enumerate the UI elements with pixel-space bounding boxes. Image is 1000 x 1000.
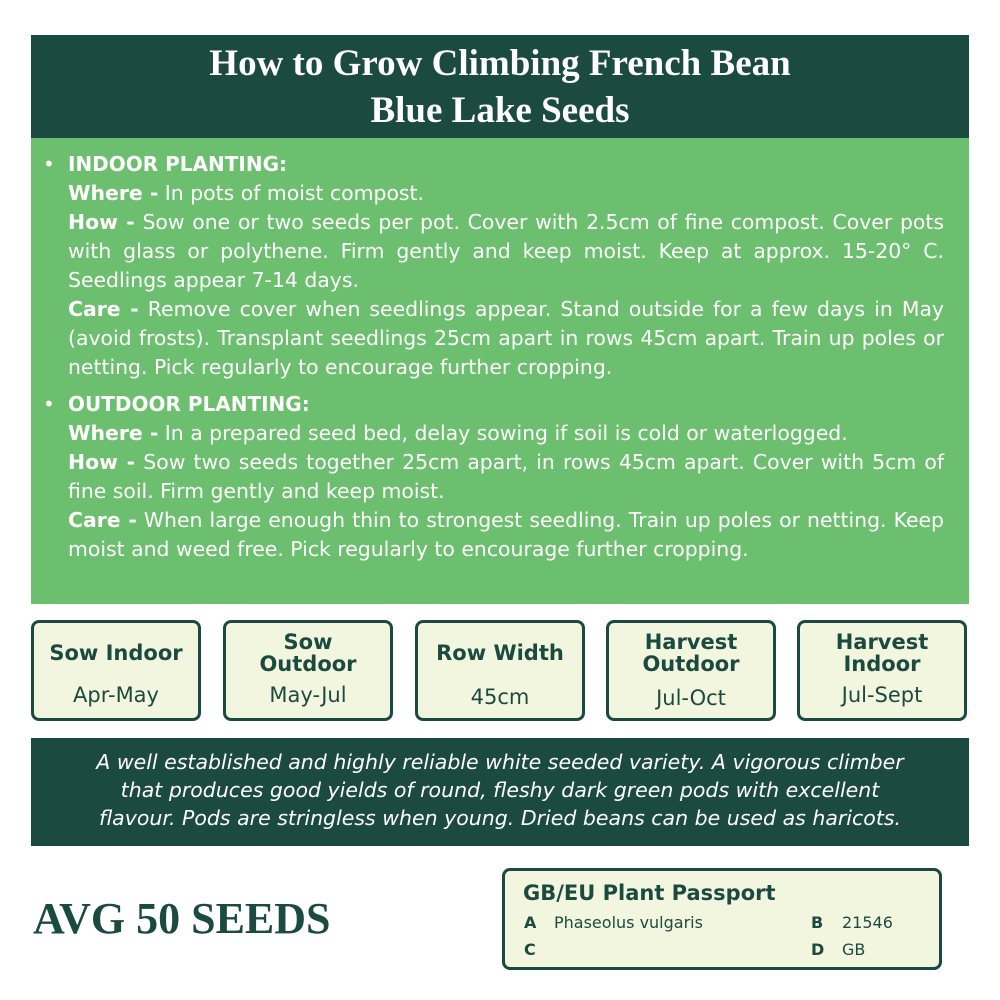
info-box-title: Harvest	[644, 630, 738, 654]
outdoor-title: OUTDOOR PLANTING:	[68, 392, 310, 416]
info-box-title: Row Width	[436, 641, 564, 665]
indoor-where-text: In pots of moist compost.	[158, 181, 425, 205]
bullet-icon: •	[43, 392, 55, 416]
outdoor-how	[68, 448, 944, 506]
outdoor-section	[43, 390, 944, 564]
description-line: that produces good yields of round, fleshy dark green pods with excellent	[120, 778, 880, 802]
outdoor-where-text: In a prepared seed bed, delay sowing if soil is cold or waterlogged.	[158, 421, 848, 445]
info-box-title: Sow	[283, 630, 333, 654]
info-boxes	[31, 620, 969, 723]
info-box-sow-indoor	[31, 620, 201, 721]
info-box-value: 45cm	[470, 685, 530, 709]
outdoor-where	[68, 419, 944, 448]
header-banner	[31, 35, 969, 138]
outdoor-where-label: Where -	[68, 421, 159, 445]
info-box-harvest-indoor	[797, 620, 967, 721]
outdoor-care-label: Care -	[68, 508, 137, 532]
description-line: A well established and highly reliable white seeded variety. A vigorous climber	[96, 750, 904, 774]
header-title-line1: How to Grow Climbing French Bean	[209, 43, 791, 84]
passport-key-a: A	[524, 913, 537, 932]
indoor-care	[68, 295, 944, 382]
passport-key-d: D	[811, 940, 825, 959]
passport-key-b: B	[811, 913, 824, 932]
info-box-title-line2: Outdoor	[259, 652, 357, 676]
outdoor-how-text: Sow two seeds together 25cm apart, in rows 45cm apart. Cover with 5cm of fine soil. Firm gently and keep moist.	[68, 450, 944, 503]
info-box-title-line2: Outdoor	[642, 652, 740, 676]
indoor-care-text: Remove cover when seedlings appear. Stand outside for a few days in May (avoid frosts). Transplant seedlings 25cm apart in rows 45cm apart. Train up poles or netting. Pick regularly to encourage further cropping.	[68, 297, 945, 379]
info-box-harvest-outdoor	[606, 620, 776, 721]
description-line: flavour. Pods are stringless when young. Dried beans can be used as haricots.	[98, 806, 902, 830]
info-box-value: Jul-Sept	[841, 683, 923, 707]
indoor-how-label: How -	[68, 210, 135, 234]
passport-key-c: C	[524, 940, 536, 959]
variety-description	[31, 738, 969, 846]
indoor-care-label: Care -	[68, 297, 139, 321]
passport-value-b: 21546	[842, 913, 893, 932]
passport-title: GB/EU Plant Passport	[523, 881, 776, 905]
outdoor-care-text: When large enough thin to strongest seedling. Train up poles or netting. Keep moist and weed free. Pick regularly to encourage further cropping.	[68, 508, 944, 561]
info-box-title: Harvest	[835, 630, 929, 654]
instructions-panel	[31, 138, 969, 604]
indoor-section	[43, 150, 944, 382]
plant-passport	[502, 868, 942, 970]
info-box-sow-outdoor	[223, 620, 393, 721]
indoor-title: INDOOR PLANTING:	[68, 152, 288, 176]
passport-value-a: Phaseolus vulgaris	[554, 913, 703, 932]
info-box-row-width	[415, 620, 585, 721]
info-box-value: Apr-May	[73, 683, 159, 707]
indoor-where-label: Where -	[68, 181, 159, 205]
bullet-icon: •	[43, 152, 55, 176]
seed-count: AVG 50 SEEDS	[33, 894, 331, 943]
passport-value-d: GB	[842, 940, 866, 959]
outdoor-care	[68, 506, 944, 564]
indoor-how-text: Sow one or two seeds per pot. Cover with 2.5cm of fine compost. Cover pots with glass or polythene. Firm gently and keep moist. Keep at approx. 15-20° C. Seedlings appear 7-14 days.	[68, 210, 944, 292]
info-box-value: May-Jul	[269, 683, 347, 707]
outdoor-how-label: How -	[68, 450, 136, 474]
info-box-value: Jul-Oct	[656, 686, 726, 710]
indoor-where	[68, 179, 944, 208]
info-box-title: Sow Indoor	[49, 641, 183, 665]
indoor-how	[68, 208, 944, 295]
info-box-title-line2: Indoor	[843, 652, 921, 676]
header-title-line2: Blue Lake Seeds	[370, 90, 630, 131]
